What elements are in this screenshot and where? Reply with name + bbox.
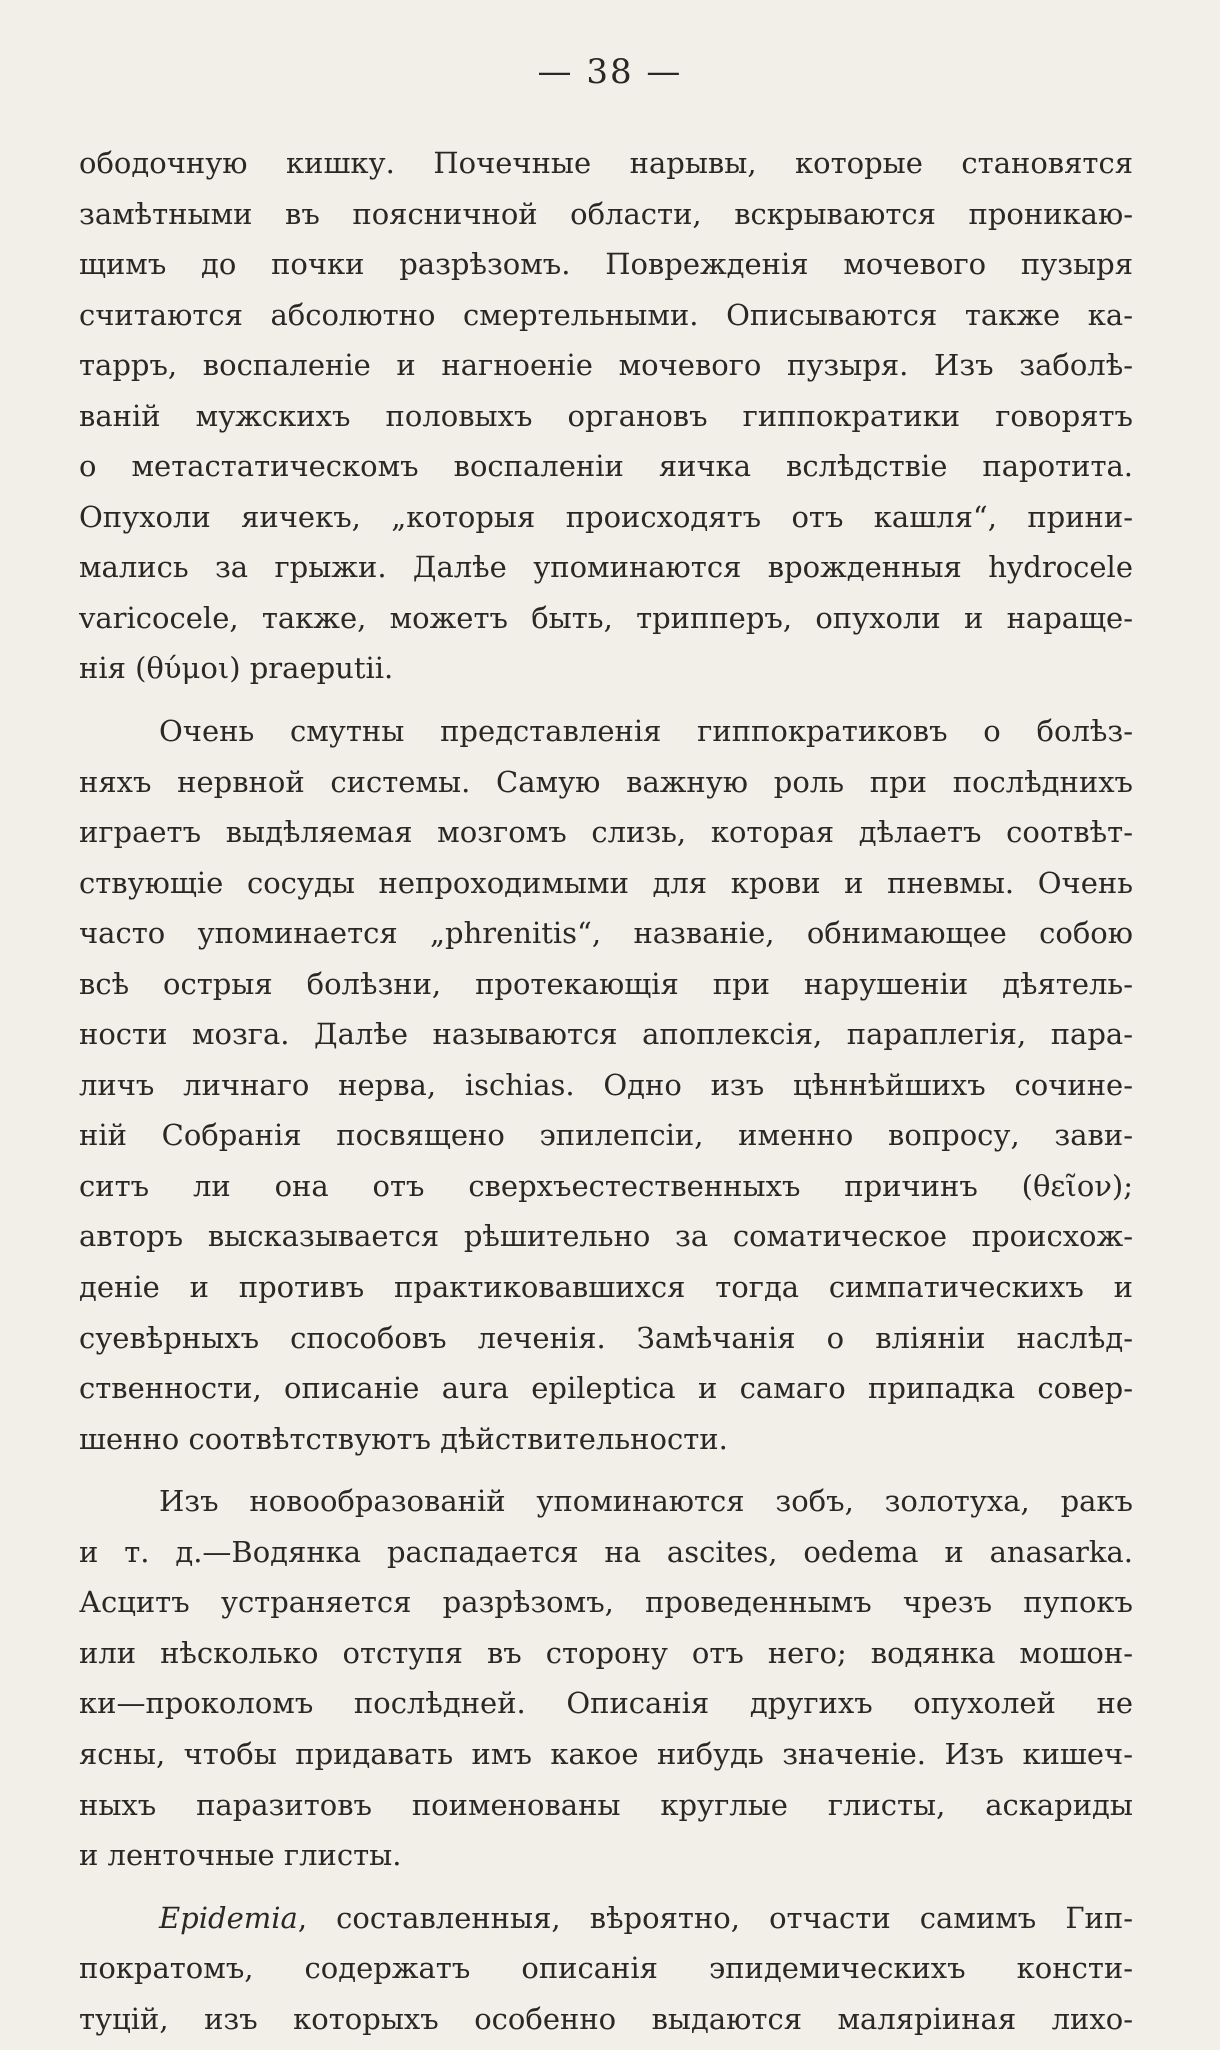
text-line: щимъ до почки разрѣзомъ. Поврежденія мочевого пузыря [79, 247, 1133, 282]
text-line: деніе и противъ практиковавшихся тогда симпатическихъ и [79, 1270, 1133, 1305]
text-line: ясны, чтобы придавать имъ какое нибудь значеніе. Изъ кишеч- [79, 1736, 1133, 1771]
text-line: шенно соотвѣтствуютъ дѣйствительности. [79, 1421, 728, 1456]
text-line: ственности, описаніе aura epileptica и самаго припадка совер- [79, 1371, 1133, 1406]
text-line: о метастатическомъ воспаленіи яичка вслѣдствіе паротита. [79, 449, 1133, 484]
text-line: ности мозга. Далѣе называются апоплексія, параплегія, пара- [79, 1017, 1133, 1052]
paragraph-gap [79, 1881, 1133, 1893]
text-line: личъ личнаго нерва, ischias. Одно изъ цѣннѣйшихъ сочине- [79, 1067, 1133, 1102]
page-number: — 38 — [537, 52, 683, 92]
paragraph-gap [79, 694, 1133, 706]
text-line: Асцитъ устраняется разрѣзомъ, проведеннымъ чрезъ пупокъ [79, 1585, 1133, 1620]
text-line: туцій, изъ которыхъ особенно выдаются маляріиная лихо- [79, 2001, 1133, 2036]
text-line: ныхъ паразитовъ поименованы круглые глисты, аскариды [79, 1787, 1133, 1822]
text-line: замѣтными въ поясничной области, вскрываются проникаю- [79, 196, 1133, 231]
text-line: авторъ высказывается рѣшительно за соматическое происхож- [79, 1219, 1133, 1254]
text-line: пократомъ, содержатъ описанія эпидемическихъ консти- [79, 1951, 1133, 1986]
text-line: суевѣрныхъ способовъ леченія. Замѣчанія о вліяніи наслѣд- [79, 1320, 1133, 1355]
text-line: ствующіе сосуды непроходимыми для крови и пневмы. Очень [79, 865, 1133, 900]
text-line [79, 1893, 1133, 1944]
text-line: считаются абсолютно смертельными. Описываются также ка- [79, 297, 1133, 332]
text-line: играетъ выдѣляемая мозгомъ слизь, которая дѣлаетъ соотвѣт- [79, 815, 1133, 850]
text-line: ободочную кишку. Почечные нарывы, которые становятся [79, 146, 1133, 180]
text-line: ки—проколомъ послѣдней. Описанія другихъ опухолей не [79, 1686, 1133, 1721]
text-fragment: , составленныя, вѣроятно, отчасти самимъ Гип- [297, 1900, 1133, 1935]
text-line: ваній мужскихъ половыхъ органовъ гиппократики говорятъ [79, 398, 1133, 433]
text-line: часто упоминается „phrenitis“, названіе, обнимающее собою [79, 916, 1133, 951]
italic-title: Epidemia [159, 1900, 298, 1935]
text-line: тарръ, воспаленіе и нагноеніе мочевого пузыря. Изъ заболѣ- [79, 348, 1133, 383]
text-line: мались за грыжи. Далѣе упоминаются врожденныя hydrocele [79, 550, 1133, 585]
text-line: всѣ острыя болѣзни, протекающія при нарушеніи дѣятель- [79, 966, 1133, 1001]
text-line: ній Собранія посвящено эпилепсіи, именно вопросу, зави- [79, 1118, 1133, 1153]
text-line: Изъ новообразованій упоминаются зобъ, золотуха, ракъ [159, 1484, 1133, 1519]
text-line: varicocele, также, можетъ быть, трипперъ, опухоли и наращe- [79, 600, 1133, 635]
text-line: ситъ ли она отъ сверхъестественныхъ причинъ (θεῖον); [79, 1168, 1133, 1203]
text-line: Опухоли яичекъ, „которыя происходятъ отъ кашля“, прини- [79, 499, 1133, 534]
text-line: Очень смутны представленія гиппократиковъ о болѣз- [159, 714, 1133, 749]
text-line: няхъ нервной системы. Самую важную роль при послѣднихъ [79, 764, 1133, 799]
text-line: нія (θύμοι) praeputii. [79, 651, 394, 686]
text-line: и т. д.—Водянка распадается на ascites, oedema и anasarka. [79, 1534, 1133, 1569]
text-line: или нѣсколько отступя въ сторону отъ него; водянка мошон- [79, 1635, 1133, 1670]
body-text [79, 138, 1133, 2044]
text-line: и ленточные глисты. [79, 1838, 402, 1873]
paragraph-gap [79, 1464, 1133, 1476]
